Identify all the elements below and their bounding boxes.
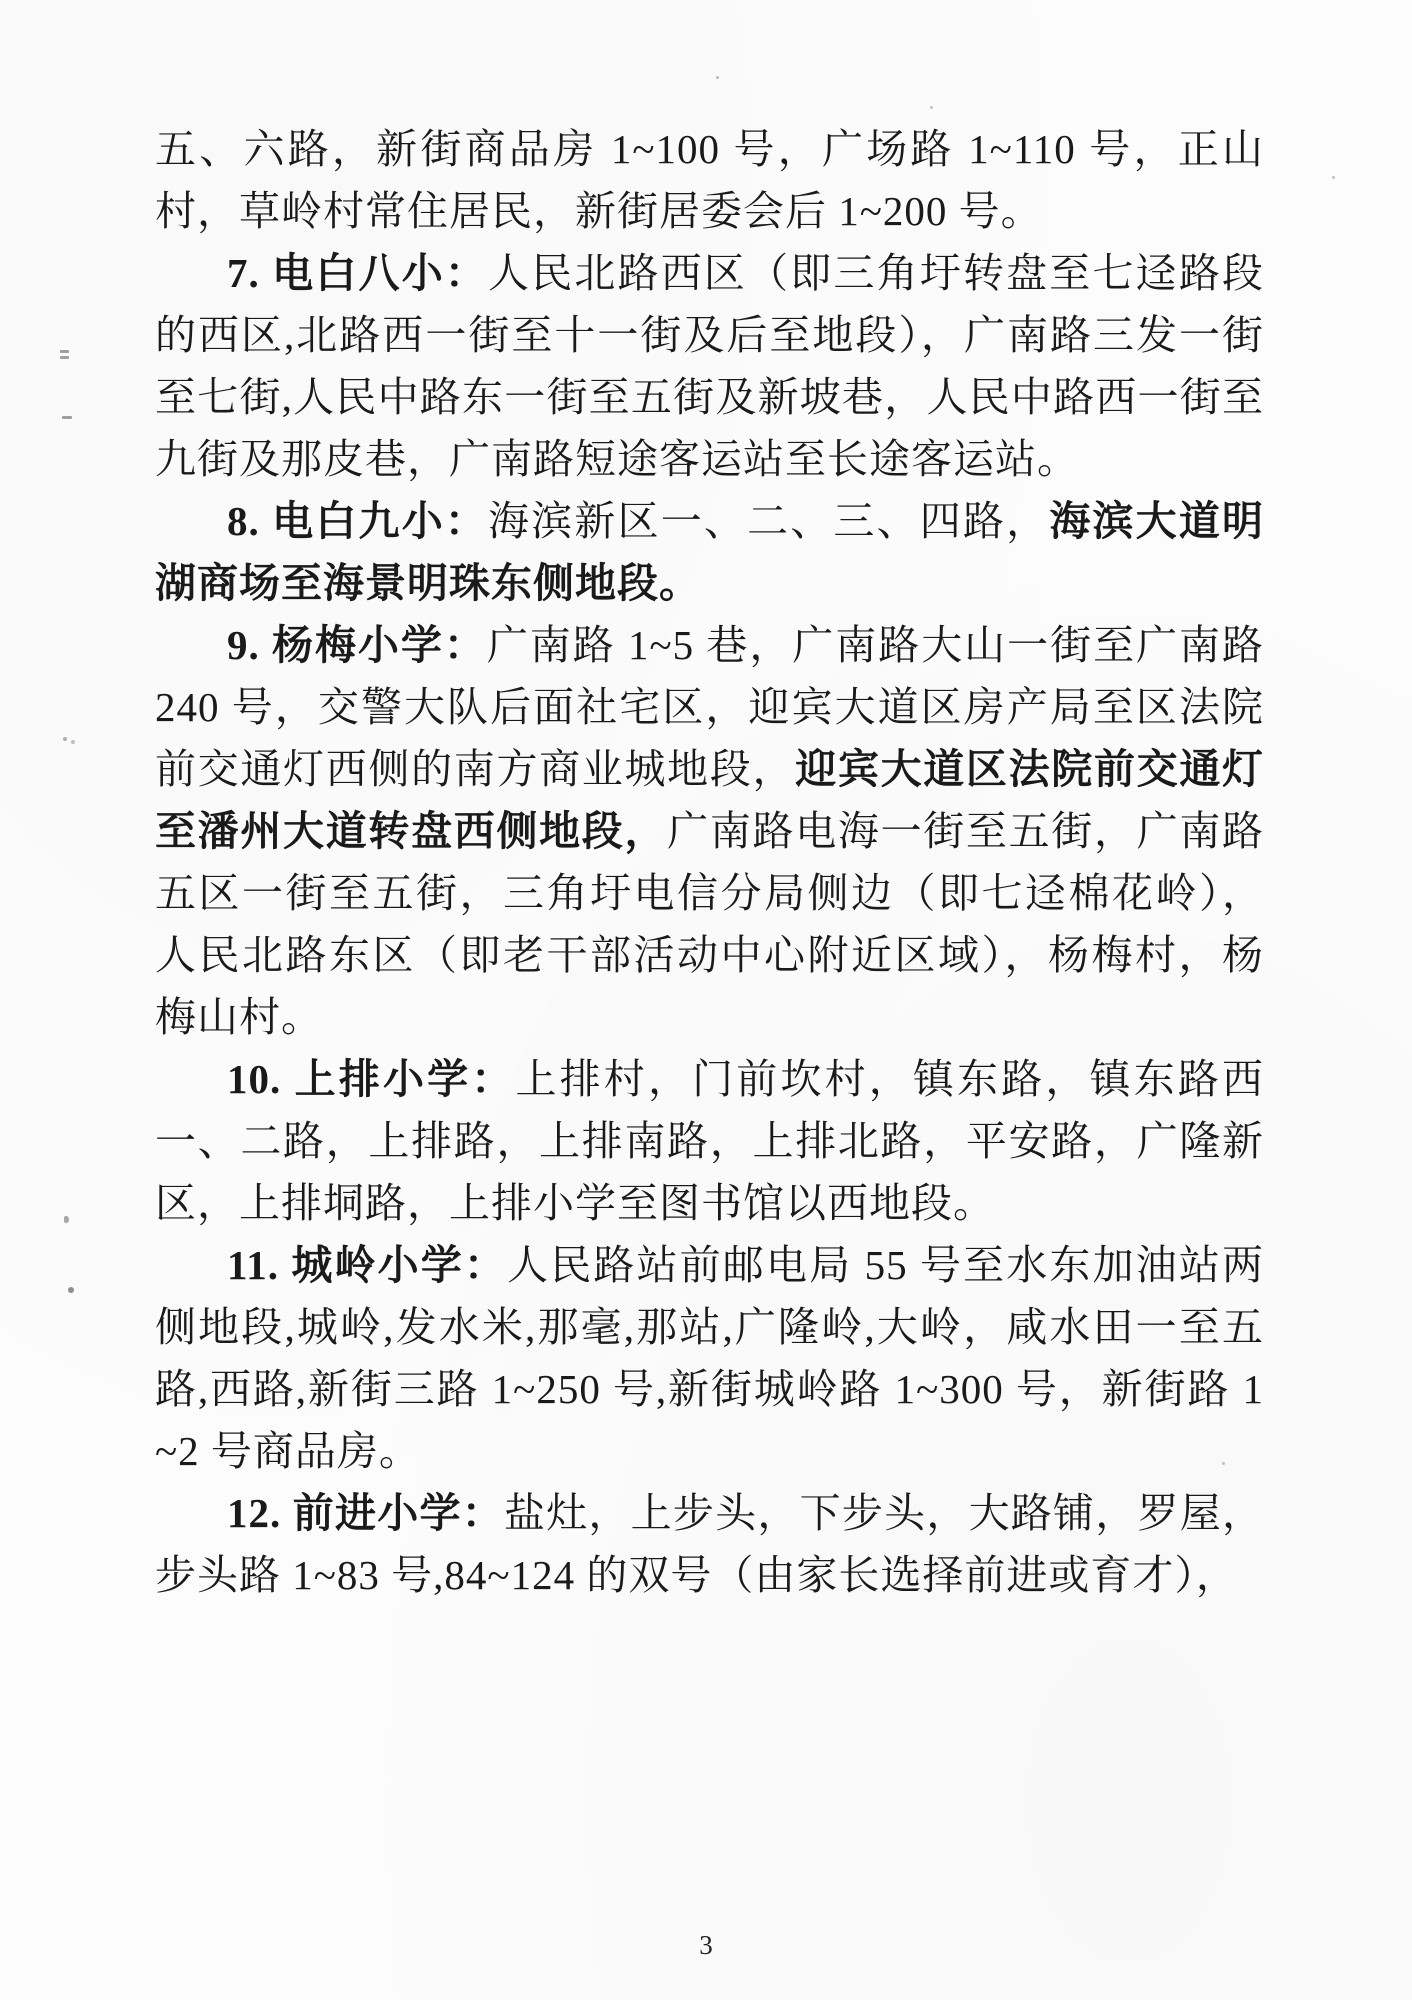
paragraph-item-10-shangpai-primary <box>155 1048 1264 1234</box>
bold-text-run: 10. 上排小学： <box>227 1056 516 1102</box>
bold-text-run: 12. 前进小学： <box>227 1490 504 1536</box>
scan-speck <box>68 1287 74 1293</box>
scan-speck <box>63 737 67 741</box>
bold-text-run: 8. 电白九小： <box>227 498 489 544</box>
text-run: 人民路站前邮电局 55 号至水东加油站两侧地段,城岭,发水米,那毫,那站,广隆岭,大岭，咸水田一至五路,西路,新街三路 1~250 号,新街城岭路 1~300 号，新街路 1~2 号商品房。 <box>155 1242 1264 1474</box>
scan-speck <box>62 416 72 419</box>
paragraph-item-11-chengling-primary <box>155 1234 1264 1482</box>
bold-text-run: 7. 电白八小： <box>227 250 489 296</box>
scan-speck <box>930 106 933 109</box>
scan-speck <box>64 1216 69 1223</box>
page-number: 3 <box>699 1930 713 1960</box>
bold-text-run: 9. 杨梅小学： <box>227 622 487 668</box>
paragraph-item-12-qianjin-primary <box>155 1482 1264 1606</box>
bold-text-run: 海滨大道明湖商场至海景明珠东侧地段。 <box>155 498 1265 606</box>
scan-speck <box>1332 176 1335 179</box>
text-run: 上排村，门前坎村，镇东路，镇东路西一、二路，上排路，上排南路，上排北路，平安路，广隆新区，上排垌路，上排小学至图书馆以西地段。 <box>155 1056 1265 1226</box>
bold-text-run: 迎宾大道区法院前交通灯至潘州大道转盘西侧地段， <box>155 746 1265 854</box>
text-run: 海滨新区一、二、三、四路， <box>488 498 1050 544</box>
scan-speck <box>716 76 719 79</box>
bold-text-run: 11. 城岭小学： <box>227 1242 508 1288</box>
paragraph-item-7-dianbai-8th-primary <box>155 242 1264 490</box>
paragraph-continued-paragraph <box>155 118 1264 242</box>
text-run: 广南路电海一街至五街，广南路五区一街至五街，三角圩电信分局侧边（即七迳棉花岭），人民北路东区（即老干部活动中心附近区域），杨梅村，杨梅山村。 <box>155 808 1265 1040</box>
text-run: 人民北路西区（即三角圩转盘至七迳路段的西区,北路西一街至十一街及后至地段），广南路三发一街至七街,人民中路东一街至五街及新坡巷，人民中路西一街至九街及那皮巷，广南路短途客运站至长途客运站。 <box>155 250 1265 482</box>
text-run: 盐灶，上步头，下步头，大路铺，罗屋，步头路 1~83 号,84~124 的双号（由家长选择前进或育才）， <box>155 1490 1265 1598</box>
text-run: 广南路 1~5 巷，广南路大山一街至广南路 240 号，交警大队后面社宅区，迎宾大道区房产局至区法院前交通灯西侧的南方商业城地段， <box>155 622 1264 792</box>
paragraph-item-8-dianbai-9th-primary <box>155 490 1264 614</box>
text-run: 五、六路，新街商品房 1~100 号，广场路 1~110 号，正山村，草岭村常住居民，新街居委会后 1~200 号。 <box>155 126 1264 234</box>
paragraph-item-9-yangmei-primary <box>155 614 1264 1048</box>
scan-speck <box>60 350 69 353</box>
document-body <box>155 118 1264 1606</box>
